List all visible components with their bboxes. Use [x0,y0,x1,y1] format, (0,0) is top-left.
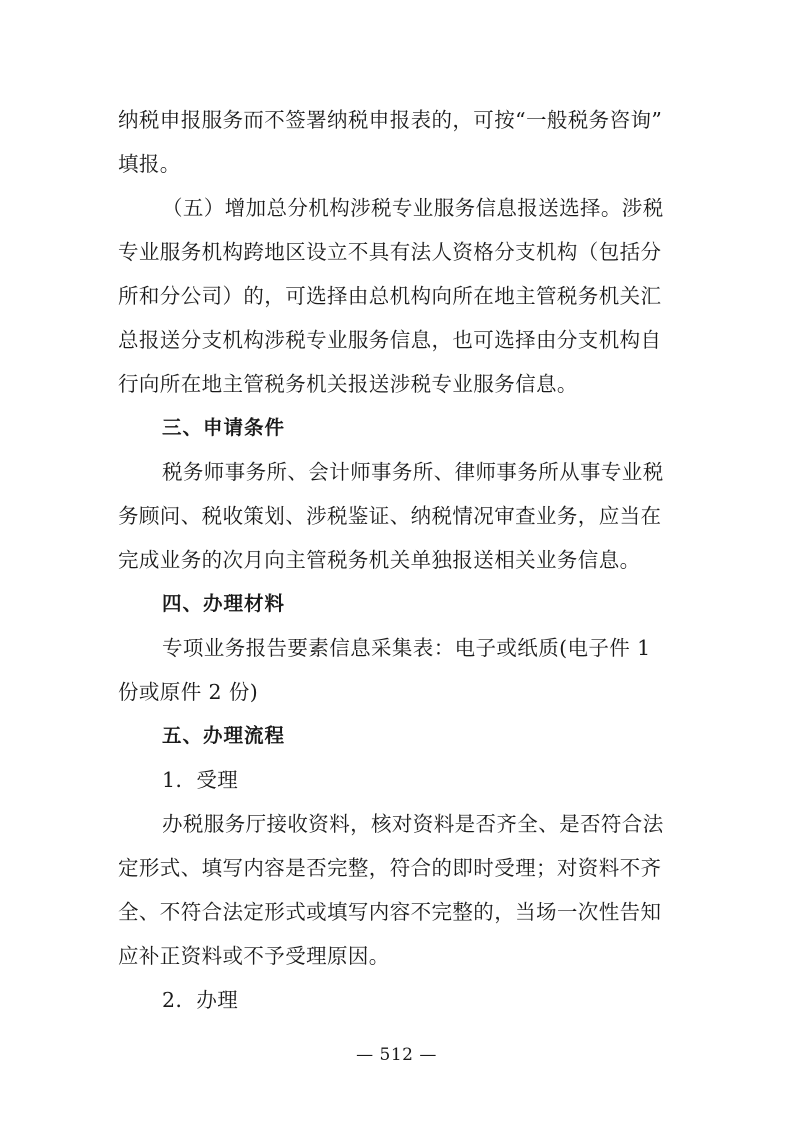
section-heading-materials: 四、办理材料 [162,592,286,615]
text-line: 行向所在地主管税务机关报送涉税专业服务信息。 [118,372,578,396]
page-number: — 512 — [356,1045,437,1065]
text-line: 填报。 [118,152,181,176]
text-line: （五）增加总分机构涉税专业服务信息报送选择。涉税 [162,196,664,220]
section-heading-application-conditions: 三、申请条件 [162,416,286,439]
text-line: 总报送分支机构涉税专业服务信息，也可选择由分支机构自 [118,328,662,352]
text-line: 办税服务厅接收资料，核对资料是否齐全、是否符合法 [162,812,664,836]
subheading-acceptance: 1．受理 [162,768,239,792]
text-line: 专业服务机构跨地区设立不具有法人资格分支机构（包括分 [118,240,662,264]
subheading-handling: 2．办理 [162,988,239,1012]
section-heading-process: 五、办理流程 [162,724,286,747]
text-line: 完成业务的次月向主管税务机关单独报送相关业务信息。 [118,548,641,572]
text-line: 专项业务报告要素信息采集表：电子或纸质(电子件 1 [162,636,651,660]
text-line: 全、不符合法定形式或填写内容不完整的，当场一次性告知 [118,900,662,924]
text-line: 纳税申报服务而不签署纳税申报表的，可按“一般税务咨询” [118,108,663,132]
text-line: 定形式、填写内容是否完整，符合的即时受理；对资料不齐 [118,856,662,880]
text-line: 税务师事务所、会计师事务所、律师事务所从事专业税 [162,460,664,484]
text-line: 份或原件 2 份) [118,680,259,704]
text-line: 所和分公司）的，可选择由总机构向所在地主管税务机关汇 [118,284,662,308]
text-line: 务顾问、税收策划、涉税鉴证、纳税情况审查业务，应当在 [118,504,662,528]
text-line: 应补正资料或不予受理原因。 [118,944,390,968]
